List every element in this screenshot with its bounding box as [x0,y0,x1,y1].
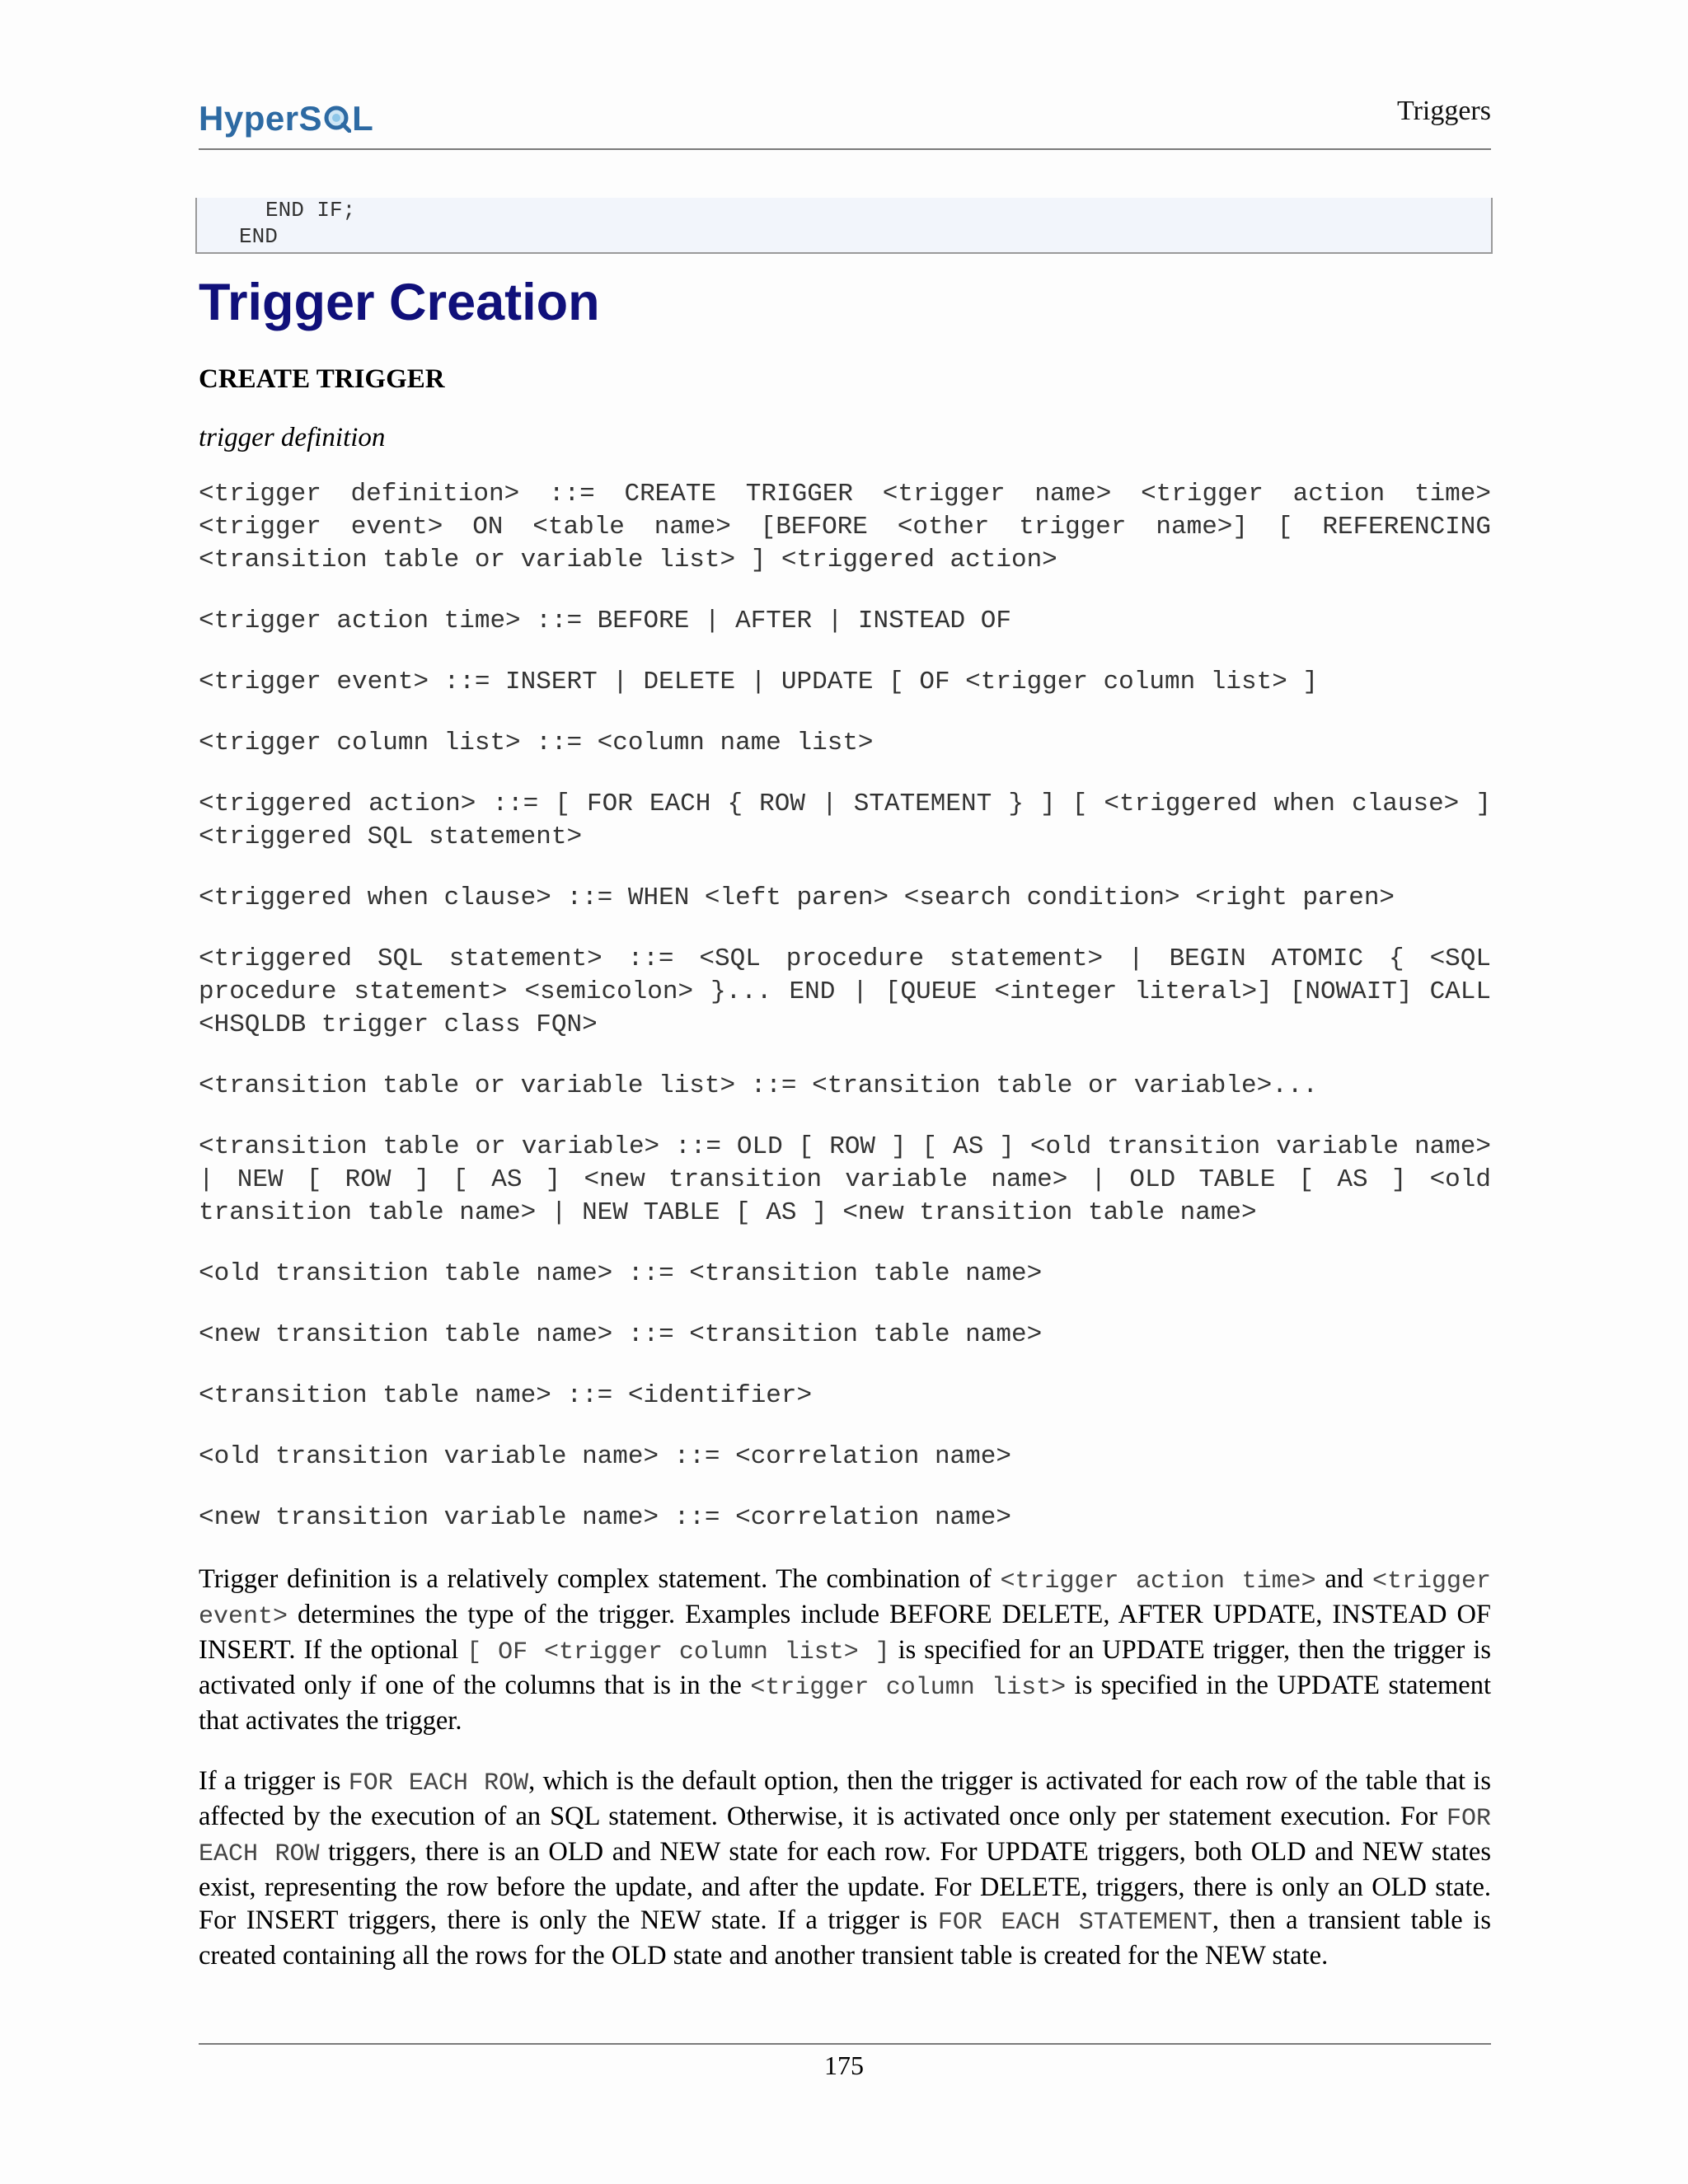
body-text [199,1563,1491,1972]
text-run: triggers, there is an OLD and NEW state for each row. For UPDATE triggers, both OLD and NEW states exist, representing the row before the update, and after the update. For DELETE, triggers, there is only an OLD state. For INSERT triggers, there is only the NEW state. If a trigger is [199,1836,1491,1935]
inline-code: <trigger event> [199,1567,1491,1631]
bnf-rule: <old transition variable name> ::= <correlation name> [199,1441,1011,1471]
bnf-rule: <trigger action time> ::= BEFORE | AFTER | INSTEAD OF [199,606,1011,635]
inline-code: <trigger action time> [1000,1567,1316,1596]
text-run: , then a transient table is created containing all the rows for the OLD state and another transient table is created for the NEW state. [199,1905,1491,1971]
section-title: Trigger Creation [199,274,600,331]
text-run: determines the type of the trigger. Examples include BEFORE DELETE, AFTER UPDATE, INSTEAD OF INSERT. If the optional [199,1599,1491,1665]
inline-code: FOR EACH ROW [348,1769,529,1797]
text-run: is specified for an UPDATE trigger, then the trigger is activated only if one of the columns that is in the [199,1634,1492,1700]
bnf-rule: <transition table name> ::= <identifier> [199,1380,813,1410]
text-run: , which is the default option, then the trigger is activated for each row of the table that is affected by the execution of an SQL statement. Otherwise, it is activated once only per statement execution. For [199,1765,1491,1831]
bnf-rule: <transition table or variable> ::= OLD [ ROW ] [ AS ] <old transition variable name> | NEW [ ROW ] [ AS ] <new transition variable name> | OLD TABLE [ AS ] <old transition table name> | NEW TABLE [ AS ] <new transition table name> [199,1132,1491,1227]
bnf-rule: <triggered when clause> ::= WHEN <left paren> <search condition> <right paren> [199,883,1395,912]
logo-q-magnifier-icon [323,105,351,133]
bnf-rule: <old transition table name> ::= <transition table name> [199,1258,1043,1288]
paragraph-trigger-types [199,1563,1491,1737]
footer-divider [199,2043,1491,2045]
inline-code: FOR EACH STATEMENT [937,1908,1212,1937]
logo-text-prefix: HyperS [199,99,323,138]
inline-code: FOR EACH ROW [199,1804,1491,1868]
page-number: 175 [824,2050,864,2080]
paragraph-row-statement [199,1765,1491,1972]
bnf-rule: <transition table or variable list> ::= <transition table or variable>... [199,1071,1319,1100]
bnf-rule: <trigger event> ::= INSERT | DELETE | UPDATE [ OF <trigger column list> ] [199,667,1319,696]
hypersql-logo [199,99,373,138]
logo-text-suffix: L [352,99,374,138]
text-run: and [1315,1563,1372,1594]
code-listing-fragment [195,198,1493,254]
bnf-rule: <new transition variable name> ::= <correlation name> [199,1502,1011,1532]
bnf-rule: <triggered action> ::= [ FOR EACH { ROW | STATEMENT } ] [ <triggered when clause> ] <triggered SQL statement> [199,789,1491,851]
inline-code: <trigger column list> [750,1673,1067,1702]
bnf-rule: <new transition table name> ::= <transition table name> [199,1319,1043,1349]
header-section-title: Triggers [1397,96,1491,126]
text-run: If a trigger is [199,1765,349,1796]
bnf-rule: <triggered SQL statement> ::= <SQL procedure statement> | BEGIN ATOMIC { <SQL procedure statement> <semicolon> }... END | [QUEUE <integer literal>] [NOWAIT] CALL <HSQLDB trigger class FQN> [199,944,1491,1039]
code-line: END IF; [265,198,356,223]
text-run: is specified in the UPDATE statement that activates the trigger. [199,1670,1492,1736]
text-run: Trigger definition is a relatively complex statement. The combination of [199,1563,1001,1594]
bnf-rule: <trigger column list> ::= <column name list> [199,728,874,757]
statement-name: CREATE TRIGGER [199,363,445,394]
bnf-rule: <trigger definition> ::= CREATE TRIGGER <trigger name> <trigger action time> <trigger event> ON <table name> [BEFORE <other trigger name>] [ REFERENCING <transition table or variable list> ] <triggered action> [199,479,1491,574]
definition-label: trigger definition [199,422,386,452]
main-content [199,272,1491,1999]
code-line: END [239,224,278,249]
inline-code: [ OF <trigger column list> ] [467,1638,890,1666]
page-header [199,86,1491,150]
bnf-grammar [199,478,1491,1535]
